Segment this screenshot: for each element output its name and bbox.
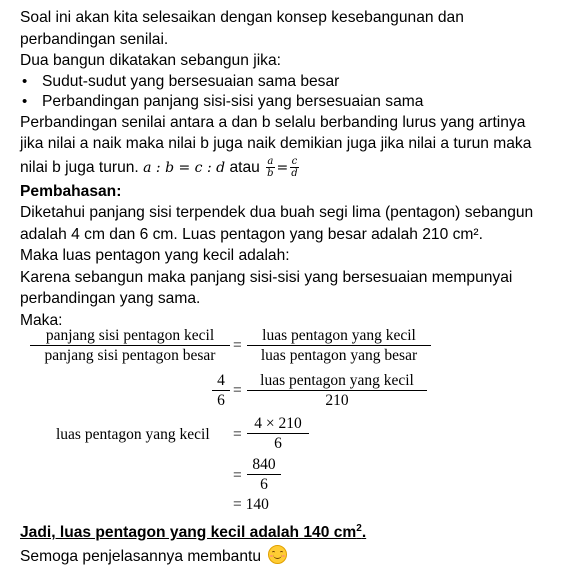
- criteria-item-sides: • Perbandingan panjang sisi-sisi yang bersesuaian sama: [20, 92, 576, 112]
- fraction-4x210-over-6: [247, 414, 309, 453]
- pembahasan-line-5: perbandingan yang sama.: [20, 290, 201, 307]
- fraction-small-numerator: luas pentagon yang kecil: [260, 372, 414, 389]
- fraction-area-denominator: luas pentagon yang besar: [260, 347, 418, 364]
- pembahasan-line-3: Maka luas pentagon yang kecil adalah:: [20, 247, 290, 264]
- conclusion: [20, 518, 366, 544]
- fraction-area-ratio: [247, 326, 431, 365]
- fraction-side-numerator: panjang sisi pentagon kecil: [45, 327, 215, 344]
- lhs-small-area: luas pentagon yang kecil: [56, 426, 210, 443]
- fraction-4-over-6: [212, 371, 230, 410]
- fraction-a-over-b: [266, 156, 274, 179]
- fraction-product-numerator: 4 × 210: [254, 415, 302, 432]
- closing-line: [20, 545, 287, 568]
- fraction-210-denominator: 210: [325, 392, 349, 409]
- frac-d: d: [291, 167, 298, 179]
- equals-sign-1: =: [233, 337, 242, 354]
- atau-word: atau: [229, 158, 260, 176]
- pembahasan-line-6: Maka:: [20, 311, 63, 329]
- intro-line-5: jika nilai a naik maka nilai b juga naik demikian juga jika nilai a turun maka: [20, 135, 532, 152]
- final-result: = 140: [233, 496, 269, 513]
- intro-line-2: perbandingan senilai.: [20, 30, 169, 48]
- fraction-4-numerator: 4: [217, 372, 225, 389]
- fraction-6-denominator: 6: [217, 392, 225, 409]
- pembahasan-line-2: adalah 4 cm dan 6 cm. Luas pentagon yang besar adalah 210 cm².: [20, 225, 483, 243]
- intro-line-4: Perbandingan senilai antara a dan b selalu berbanding lurus yang artinya: [20, 113, 526, 131]
- criteria-item-angles: • Sudut-sudut yang bersesuaian sama besar: [20, 72, 576, 92]
- intro-line-6: [20, 155, 576, 181]
- fraction-side-denominator: panjang sisi pentagon besar: [44, 347, 216, 364]
- math-derivation: [0, 318, 560, 518]
- document: [20, 7, 576, 331]
- fraction-small-over-210: [247, 371, 427, 410]
- frac-b: b: [267, 167, 274, 179]
- smiling-face-icon: [268, 545, 287, 564]
- conclusion-text: Jadi, luas pentagon yang kecil adalah 140 cm: [20, 524, 357, 542]
- ratio-expression: a : b = c : d: [143, 159, 226, 176]
- fraction-area-numerator: luas pentagon yang kecil: [262, 327, 416, 344]
- fraction-c-over-d: [290, 156, 298, 179]
- pembahasan-line-1: Diketahui panjang sisi terpendek dua buah segi lima (pentagon) sebangun: [20, 204, 534, 221]
- criteria-list: [20, 72, 576, 112]
- intro-line-3: Dua bangun dikatakan sebangun jika:: [20, 52, 281, 69]
- closing-text: Semoga penjelasannya membantu: [20, 548, 261, 565]
- equals-sign-4: =: [233, 467, 242, 484]
- frac-equals: =: [276, 159, 289, 176]
- intro-line-6-prefix: nilai b juga turun.: [20, 158, 139, 176]
- intro-line-1: Soal ini akan kita selesaikan dengan konsep kesebangunan dan: [20, 9, 464, 26]
- fraction-840-numerator: 840: [252, 456, 276, 473]
- fraction-840-over-6: [247, 455, 281, 494]
- fraction-6-denominator: 6: [260, 476, 268, 493]
- pembahasan-line-4: Karena sebangun maka panjang sisi-sisi yang bersesuaian mempunyai: [20, 268, 513, 286]
- fraction-6-denominator: 6: [274, 435, 282, 452]
- conclusion-end: .: [361, 524, 367, 542]
- frac-a: a: [267, 155, 274, 167]
- pembahasan-heading: Pembahasan:: [20, 182, 122, 200]
- conclusion-superscript: 2: [356, 523, 362, 534]
- fraction-side-ratio: [30, 326, 230, 365]
- equals-sign-2: =: [233, 382, 242, 399]
- equals-sign-3: =: [233, 426, 242, 443]
- frac-c: c: [291, 155, 298, 167]
